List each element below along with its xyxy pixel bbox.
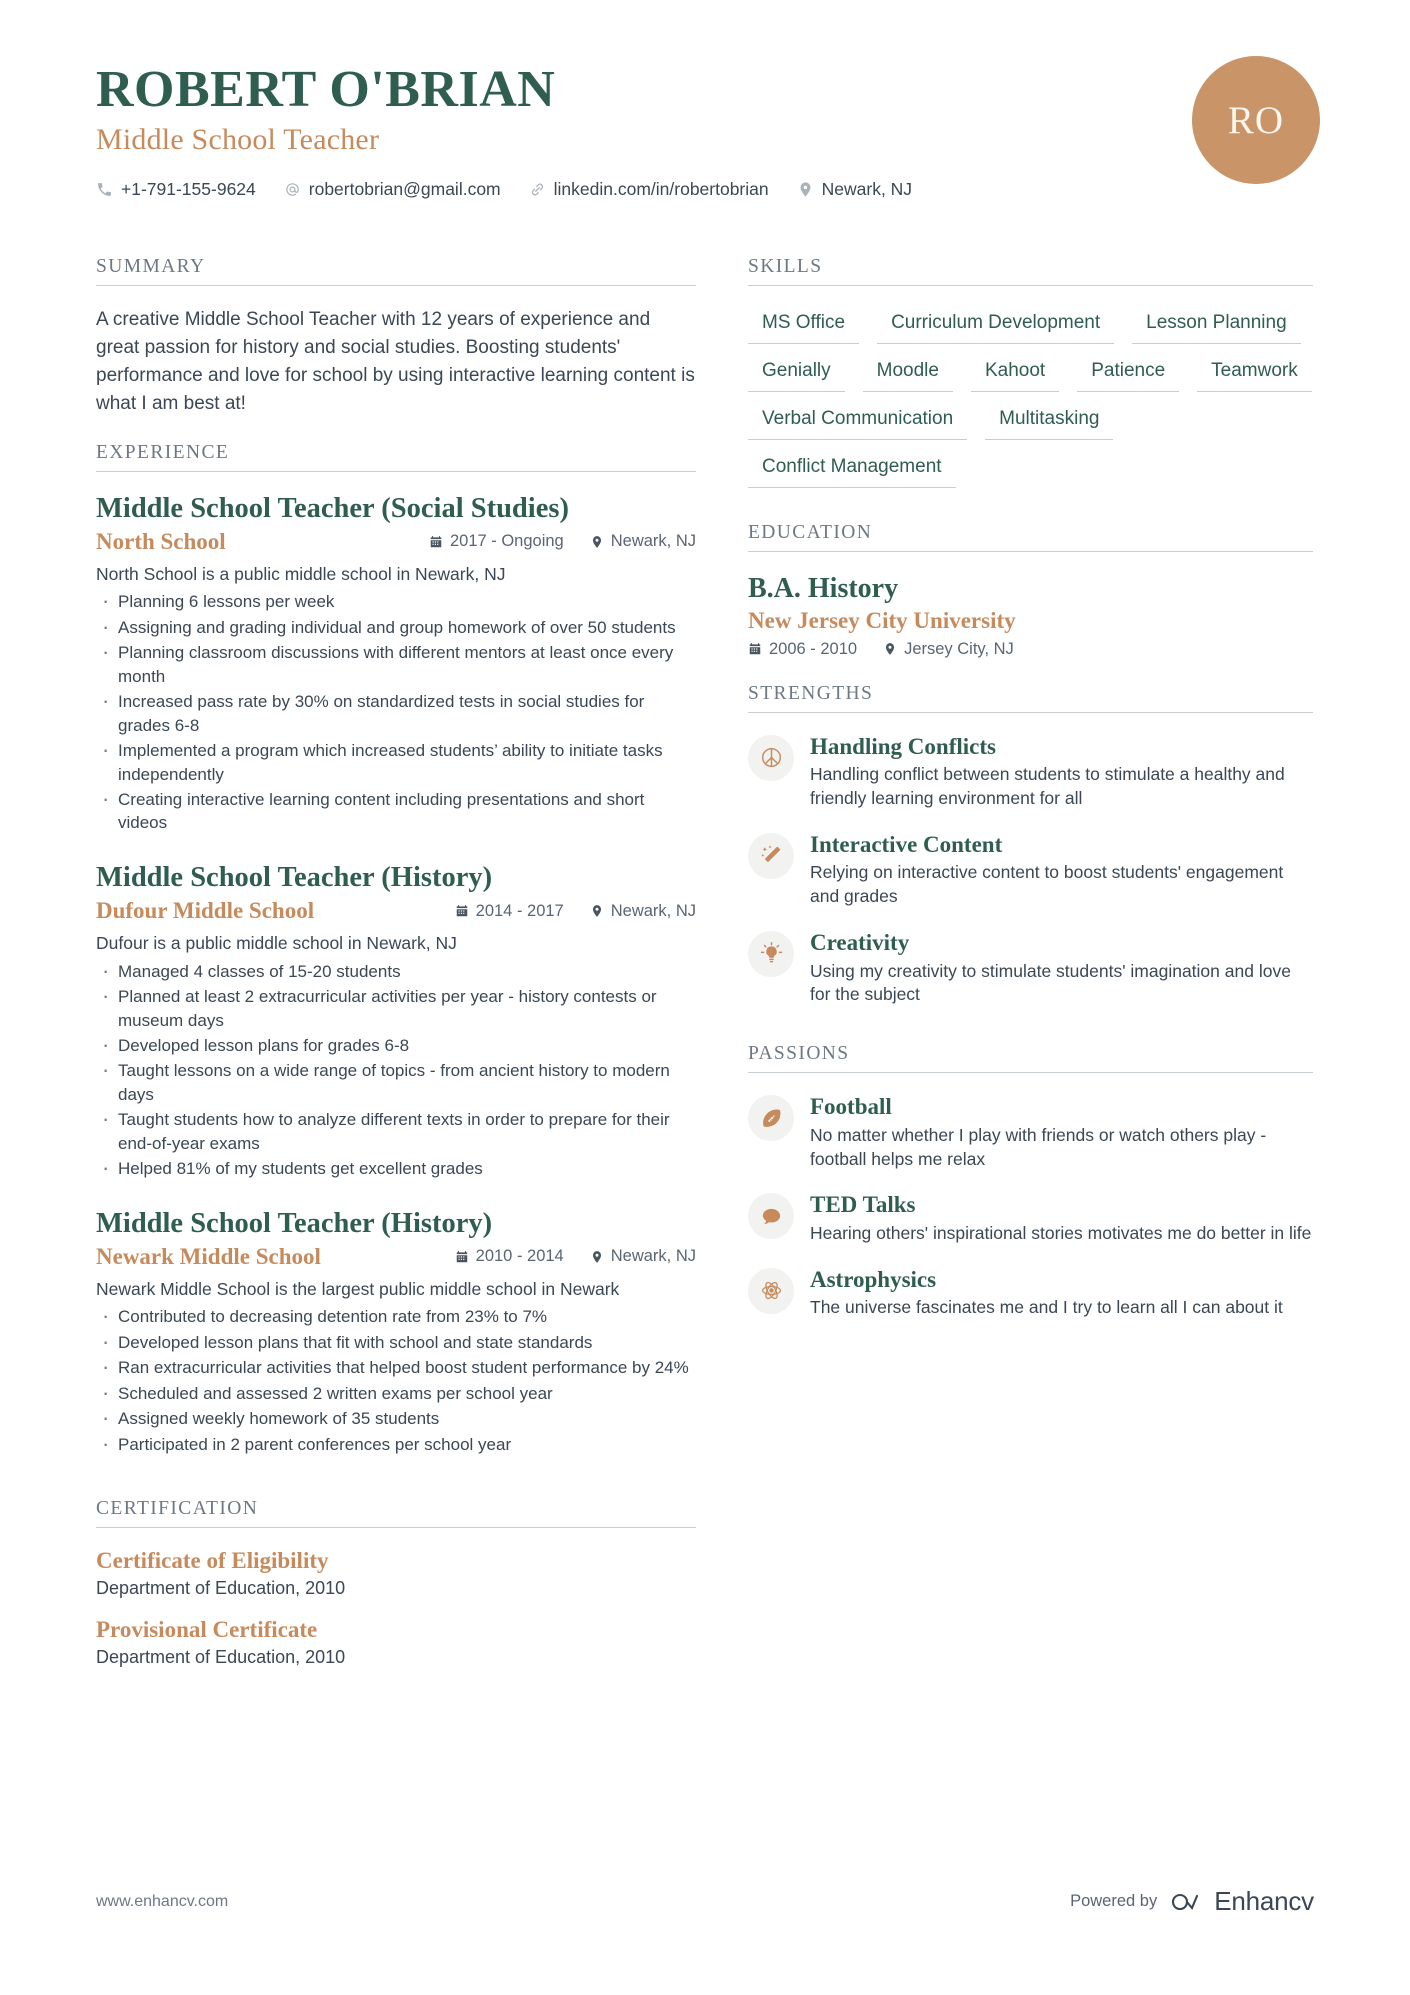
contact-linkedin-text: linkedin.com/in/robertobrian	[553, 179, 769, 200]
contact-linkedin[interactable]	[529, 179, 769, 200]
strength-item	[748, 733, 1313, 811]
experience-location	[590, 902, 696, 921]
speech-bubble-icon	[748, 1193, 794, 1239]
passion-desc: Hearing others' inspirational stories motivates me do better in life	[810, 1222, 1312, 1243]
experience-description: North School is a public middle school in Newark, NJ	[96, 563, 506, 584]
avatar	[1192, 56, 1320, 184]
summary-text: A creative Middle School Teacher with 12 years of experience and great passion for history and social studies. Boosting students' performance and love for school by using interactive learning content is what I am best at!	[96, 309, 695, 414]
contact-email[interactable]	[284, 179, 501, 200]
strength-item	[748, 831, 1313, 909]
location-pin-icon	[590, 1250, 604, 1264]
certification-heading: CERTIFICATION	[96, 1498, 696, 1528]
passion-item	[748, 1191, 1313, 1245]
section-passions	[748, 1043, 1313, 1320]
certification-item	[96, 1617, 696, 1668]
skill-tag: Conflict Management	[748, 450, 956, 488]
certification-org: Department of Education, 2010	[96, 1578, 346, 1599]
strength-title: Handling Conflicts	[810, 733, 996, 759]
experience-bullets	[96, 960, 696, 1181]
experience-dates	[429, 532, 564, 551]
magic-wand-icon	[748, 833, 794, 879]
calendar-icon	[455, 904, 469, 918]
experience-description: Newark Middle School is the largest public middle school in Newark	[96, 1278, 620, 1299]
experience-job-title: Middle School Teacher (History)	[96, 1207, 493, 1239]
experience-meta-row	[96, 898, 696, 924]
education-item	[748, 572, 1313, 659]
contact-email-text: robertobrian@gmail.com	[308, 179, 501, 200]
list-item: · Assigning and grading individual and group homework of over 50 students	[96, 616, 696, 639]
section-skills	[748, 256, 1313, 498]
experience-dates-text: 2017 - Ongoing	[449, 532, 564, 551]
experience-location	[590, 532, 696, 551]
list-item: · Planned at least 2 extracurricular activities per year - history contests or museum days	[96, 985, 696, 1032]
skills-heading: SKILLS	[748, 256, 1313, 286]
certification-name: Certificate of Eligibility	[96, 1548, 329, 1574]
skills-list	[748, 306, 1313, 498]
skill-tag: Moodle	[863, 354, 953, 392]
education-dates-text: 2006 - 2010	[769, 639, 858, 658]
experience-heading: EXPERIENCE	[96, 442, 696, 472]
experience-item	[96, 492, 696, 835]
strength-title: Creativity	[810, 929, 910, 955]
list-item: · Planning 6 lessons per week	[96, 590, 696, 613]
list-item: · Contributed to decreasing detention rate from 23% to 7%	[96, 1305, 696, 1328]
skill-tag: MS Office	[748, 306, 859, 344]
list-item: · Developed lesson plans for grades 6-8	[96, 1034, 696, 1057]
list-item: · Taught students how to analyze different texts in order to prepare for their end-of-year exams	[96, 1108, 696, 1155]
education-dates	[748, 640, 857, 659]
experience-bullets	[96, 1305, 696, 1456]
atom-icon	[748, 1268, 794, 1314]
avatar-initials: RO	[1227, 98, 1285, 142]
list-item: · Participated in 2 parent conferences per school year	[96, 1433, 696, 1456]
passion-item	[748, 1093, 1313, 1171]
education-school: New Jersey City University	[748, 607, 1016, 633]
certification-item	[96, 1548, 696, 1599]
summary-heading: SUMMARY	[96, 256, 696, 286]
contact-location-text: Newark, NJ	[821, 179, 913, 200]
list-item: · Planning classroom discussions with different mentors at least once every month	[96, 641, 696, 688]
strength-item	[748, 929, 1313, 1007]
education-meta-row	[748, 640, 1313, 659]
experience-location-text: Newark, NJ	[610, 1247, 696, 1266]
certification-org: Department of Education, 2010	[96, 1647, 346, 1668]
experience-bullets	[96, 590, 696, 835]
contact-phone-text: +1-791-155-9624	[121, 179, 256, 200]
passion-desc: No matter whether I play with friends or watch others play - football helps me relax	[810, 1124, 1267, 1169]
link-icon	[529, 181, 546, 198]
skill-tag: Multitasking	[985, 402, 1113, 440]
calendar-icon	[455, 1250, 469, 1264]
peace-sign-icon	[748, 735, 794, 781]
location-pin-icon	[590, 904, 604, 918]
skill-tag: Curriculum Development	[877, 306, 1114, 344]
experience-location	[590, 1247, 696, 1266]
location-pin-icon	[797, 181, 814, 198]
experience-dates	[455, 1247, 564, 1266]
experience-dates-text: 2010 - 2014	[475, 1247, 564, 1266]
experience-description: Dufour is a public middle school in Newark, NJ	[96, 933, 457, 954]
experience-job-title: Middle School Teacher (History)	[96, 861, 493, 893]
education-degree: B.A. History	[748, 573, 899, 604]
list-item: · Increased pass rate by 30% on standardized tests in social studies for grades 6-8	[96, 690, 696, 737]
strength-desc: Using my creativity to stimulate students' imagination and love for the subject	[810, 960, 1291, 1005]
passions-heading: PASSIONS	[748, 1043, 1313, 1073]
resume-body	[96, 256, 1314, 1686]
skill-tag: Genially	[748, 354, 845, 392]
experience-dates-text: 2014 - 2017	[475, 901, 564, 920]
education-heading: EDUCATION	[748, 522, 1313, 552]
contact-location	[797, 179, 912, 200]
phone-icon	[96, 181, 113, 198]
page-footer	[96, 1886, 1314, 1917]
enhancv-wordmark: Enhancv	[1214, 1886, 1314, 1916]
experience-company: Dufour Middle School	[96, 898, 315, 924]
passion-title: Astrophysics	[810, 1266, 937, 1292]
enhancv-mark-icon	[1171, 1891, 1205, 1913]
certification-name: Provisional Certificate	[96, 1617, 318, 1643]
section-experience	[96, 442, 696, 1456]
experience-company: North School	[96, 528, 226, 554]
list-item: · Implemented a program which increased students’ ability to initiate tasks independently	[96, 739, 696, 786]
resume-header	[96, 62, 1314, 234]
passion-title: Football	[810, 1094, 892, 1120]
list-item: · Ran extracurricular activities that helped boost student performance by 24%	[96, 1356, 696, 1379]
skill-tag: Patience	[1077, 354, 1179, 392]
skill-tag: Verbal Communication	[748, 402, 967, 440]
contact-row	[96, 179, 1314, 200]
experience-location-text: Newark, NJ	[610, 532, 696, 551]
lightbulb-icon	[748, 931, 794, 977]
list-item: · Developed lesson plans that fit with school and state standards	[96, 1331, 696, 1354]
experience-dates	[455, 902, 564, 921]
email-at-icon	[284, 181, 301, 198]
education-location-text: Jersey City, NJ	[904, 639, 1014, 658]
strength-title: Interactive Content	[810, 831, 1003, 857]
strength-desc: Relying on interactive content to boost students' engagement and grades	[810, 862, 1284, 907]
left-column	[96, 256, 696, 1686]
passion-item	[748, 1266, 1313, 1320]
enhancv-logo[interactable]	[1171, 1886, 1314, 1917]
list-item: · Assigned weekly homework of 35 students	[96, 1407, 696, 1430]
skill-tag: Lesson Planning	[1132, 306, 1301, 344]
experience-meta-row	[96, 529, 696, 555]
footer-brand-area	[1070, 1886, 1314, 1917]
location-pin-icon	[883, 642, 897, 656]
experience-company: Newark Middle School	[96, 1243, 321, 1269]
footer-url[interactable]: www.enhancv.com	[96, 1892, 229, 1910]
list-item: · Helped 81% of my students get excellent grades	[96, 1157, 696, 1180]
passion-desc: The universe fascinates me and I try to learn all I can about it	[810, 1297, 1283, 1318]
section-summary	[96, 256, 696, 418]
section-certification	[96, 1498, 696, 1668]
list-item: · Creating interactive learning content including presentations and short videos	[96, 788, 696, 835]
location-pin-icon	[590, 535, 604, 549]
education-location	[883, 640, 1014, 659]
calendar-icon	[748, 642, 762, 656]
section-strengths	[748, 683, 1313, 1008]
strength-desc: Handling conflict between students to stimulate a healthy and friendly learning environment for all	[810, 764, 1285, 808]
list-item: · Scheduled and assessed 2 written exams per school year	[96, 1382, 696, 1405]
list-item: · Taught lessons on a wide range of topics - from ancient history to modern days	[96, 1059, 696, 1106]
powered-by-label: Powered by	[1070, 1892, 1158, 1910]
right-column	[748, 256, 1313, 1686]
section-education	[748, 522, 1313, 659]
experience-item	[96, 1207, 696, 1456]
football-icon	[748, 1095, 794, 1141]
experience-location-text: Newark, NJ	[610, 901, 696, 920]
header-job-title: Middle School Teacher	[96, 123, 380, 157]
skill-tag: Kahoot	[971, 354, 1059, 392]
list-item: · Managed 4 classes of 15-20 students	[96, 960, 696, 983]
strengths-heading: STRENGTHS	[748, 683, 1313, 713]
page-title: ROBERT O'BRIAN	[96, 61, 556, 118]
contact-phone[interactable]	[96, 179, 256, 200]
calendar-icon	[429, 535, 443, 549]
experience-item	[96, 861, 696, 1181]
passion-title: TED Talks	[810, 1192, 916, 1218]
experience-meta-row	[96, 1244, 696, 1270]
skill-tag: Teamwork	[1197, 354, 1312, 392]
experience-job-title: Middle School Teacher (Social Studies)	[96, 492, 569, 524]
